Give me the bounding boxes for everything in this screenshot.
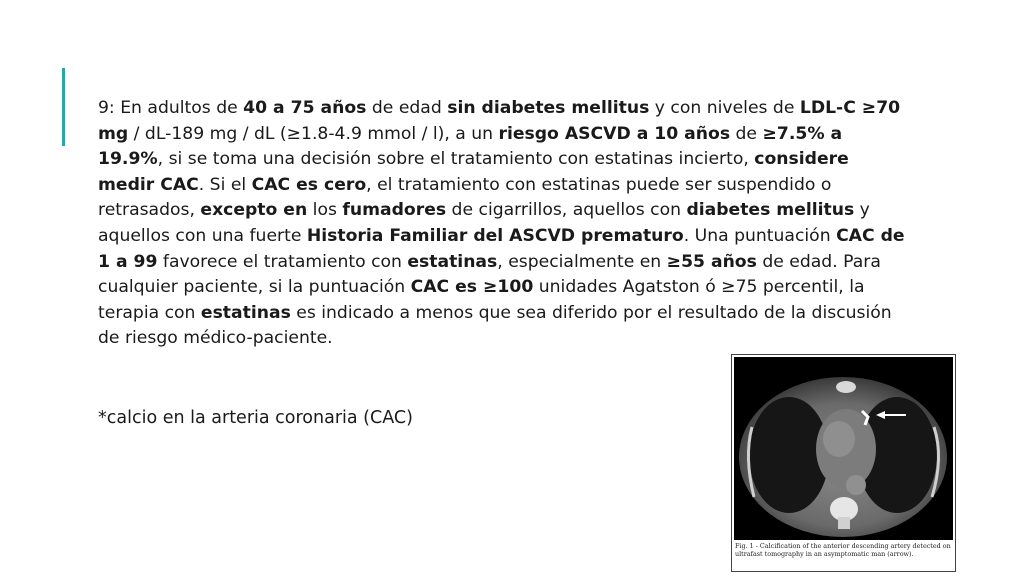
bold-text-segment: sin diabetes mellitus <box>447 98 650 118</box>
bold-text-segment: CAC es cero <box>251 174 367 195</box>
bold-text-segment: CAC es ≥100 <box>410 277 534 298</box>
bold-text-segment: Historia Familiar del ASCVD prematuro <box>306 225 684 246</box>
bold-text-segment: 40 a 75 años <box>243 98 367 118</box>
bold-text-segment: estatinas <box>200 302 291 323</box>
text-segment: , el tratamiento con estatinas puede ser suspendido o retrasados, <box>98 174 832 221</box>
bold-text-segment: ≥7.5% a 19.9% <box>98 123 843 170</box>
text-segment: favorece el tratamiento con <box>157 251 408 272</box>
main-paragraph <box>98 96 910 352</box>
bold-text-segment: estatinas <box>407 251 498 272</box>
text-segment: unidades Agatston ó ≥75 percentil, la terapia con <box>98 277 865 323</box>
bold-text-segment: riesgo ASCVD a 10 años <box>498 123 731 144</box>
accent-bar <box>62 68 65 146</box>
text-segment: , si se toma una decisión sobre el tratamiento con estatinas incierto, <box>157 149 755 170</box>
text-segment: , especialmente en <box>497 251 667 272</box>
text-segment: de cigarrillos, aquellos con <box>446 200 687 221</box>
text-segment: de edad <box>366 98 448 118</box>
text-segment: es indicado a menos que sea diferido por el resultado de la discusión de riesgo médico-paciente. <box>98 302 892 349</box>
ct-scan-image <box>734 357 953 540</box>
bold-text-segment: excepto en <box>200 200 308 221</box>
bold-text-segment: considere medir CAC <box>98 149 849 195</box>
bold-text-segment: LDL-C ≥70 mg <box>98 98 901 144</box>
text-segment: los <box>307 200 343 221</box>
text-segment: 9: En adultos de <box>98 98 244 118</box>
bold-text-segment: CAC de 1 a 99 <box>98 225 905 272</box>
text-segment: . Si el <box>198 174 252 195</box>
figure-caption: Fig. 1 - Calcification of the anterior descending artery detected on ultrafast tomography in an asymptomatic man (arrow). <box>735 542 951 558</box>
bold-text-segment: diabetes mellitus <box>686 200 855 221</box>
text-segment: y aquellos con una fuerte <box>98 200 870 246</box>
text-segment: y con niveles de <box>649 98 800 118</box>
text-segment: . Una puntuación <box>683 225 837 246</box>
text-segment: de edad. Para cualquier paciente, si la puntuación <box>98 251 881 298</box>
bold-text-segment: fumadores <box>342 200 447 221</box>
bold-text-segment: ≥55 años <box>666 251 757 272</box>
text-segment: de <box>730 123 763 144</box>
text-segment: / dL-189 mg / dL (≥1.8-4.9 mmol / l), a un <box>128 123 499 144</box>
ct-figure <box>731 354 956 572</box>
footnote: *calcio en la arteria coronaria (CAC) <box>98 408 413 428</box>
